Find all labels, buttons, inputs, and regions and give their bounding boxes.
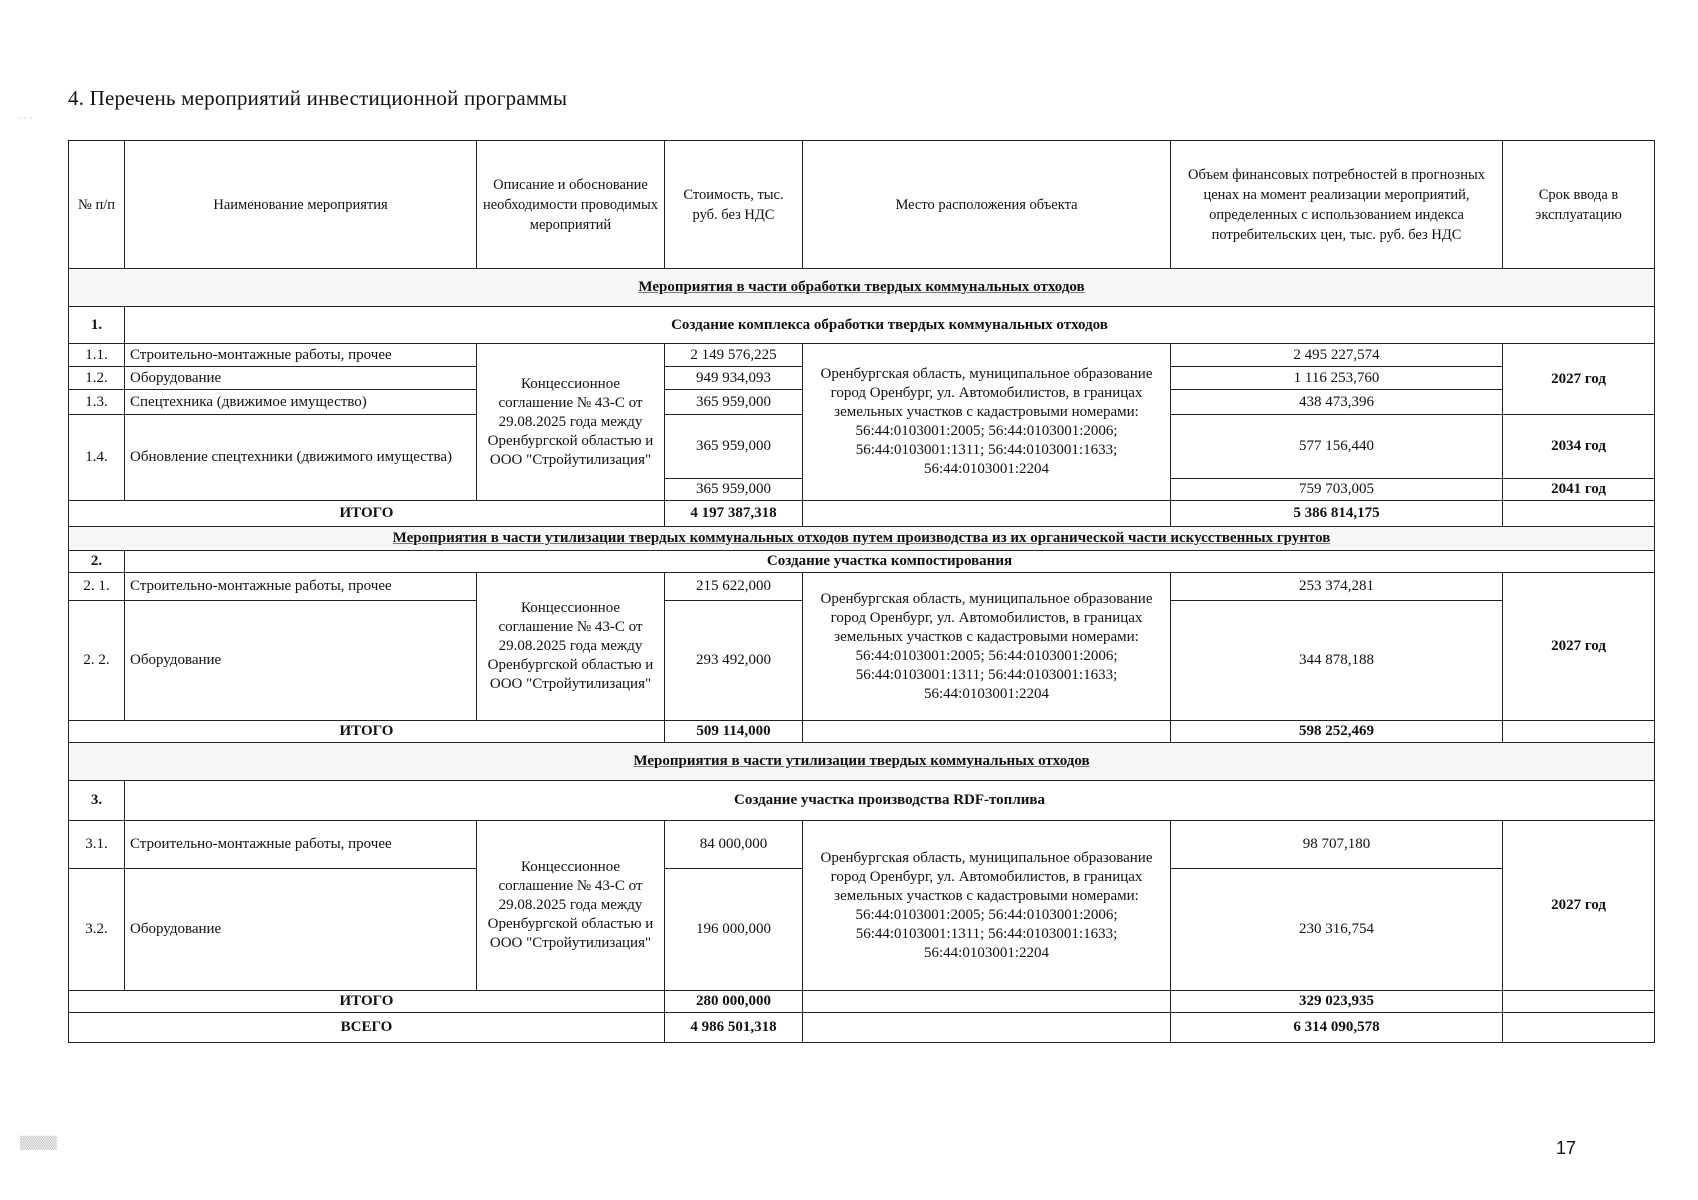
total-volume: 329 023,935: [1171, 991, 1503, 1013]
row-num: 2. 2.: [69, 601, 125, 721]
row-term: 2034 год: [1503, 415, 1655, 479]
page-number: 17: [1556, 1138, 1577, 1158]
grand-total-label: ВСЕГО: [69, 1013, 665, 1043]
empty-cell: [1503, 1013, 1655, 1043]
group-num: 2.: [69, 551, 125, 573]
total-cost: 509 114,000: [665, 721, 803, 743]
row-name: Строительно-монтажные работы, прочее: [125, 344, 477, 367]
row-term: 2027 год: [1503, 573, 1655, 721]
empty-cell: [803, 991, 1171, 1013]
row-volume: 577 156,440: [1171, 415, 1503, 479]
scan-stamp-mark: ▒▒▒▒: [20, 1136, 57, 1150]
row-name: Спецтехника (движимое имущество): [125, 390, 477, 415]
row-cost: 365 959,000: [665, 415, 803, 479]
row-description: Концессионное соглашение № 43-С от 29.08.2025 года между Оренбургской областью и ООО "Стройутилизация": [477, 821, 665, 991]
empty-cell: [803, 721, 1171, 743]
row-cost: 2 149 576,225: [665, 344, 803, 367]
row-volume: 2 495 227,574: [1171, 344, 1503, 367]
section-title-row: [69, 743, 1655, 781]
group-title: Создание участка компостирования: [125, 551, 1655, 573]
row-name: Оборудование: [125, 601, 477, 721]
header-row: [69, 141, 1655, 269]
row-cost: 215 622,000: [665, 573, 803, 601]
total-cost: 4 197 387,318: [665, 501, 803, 527]
row-location: Оренбургская область, муниципальное образование город Оренбург, ул. Автомобилистов, в границах земельных участков с кадастровыми номерами: 56:44:0103001:2005; 56:44:0103001:2006; 56:44:0103001:1311; 56:44:0103001:1633; 56:44:0103001:2204: [803, 573, 1171, 721]
header-term: Срок ввода в эксплуатацию: [1503, 141, 1655, 269]
row-cost: 84 000,000: [665, 821, 803, 869]
row-num: 1.2.: [69, 367, 125, 390]
empty-cell: [1503, 991, 1655, 1013]
row-location: Оренбургская область, муниципальное образование город Оренбург, ул. Автомобилистов, в границах земельных участков с кадастровыми номерами: 56:44:0103001:2005; 56:44:0103001:2006; 56:44:0103001:1311; 56:44:0103001:1633; 56:44:0103001:2204: [803, 821, 1171, 991]
row-location: Оренбургская область, муниципальное образование город Оренбург, ул. Автомобилистов, в границах земельных участков с кадастровыми номерами: 56:44:0103001:2005; 56:44:0103001:2006; 56:44:0103001:1311; 56:44:0103001:1633; 56:44:0103001:2204: [803, 344, 1171, 501]
row-cost: 293 492,000: [665, 601, 803, 721]
row-num: 1.4.: [69, 415, 125, 501]
row-volume: 1 116 253,760: [1171, 367, 1503, 390]
section-title-row: [69, 527, 1655, 551]
header-description: Описание и обоснование необходимости проводимых мероприятий: [477, 141, 665, 269]
row-num: 3.1.: [69, 821, 125, 869]
row-term: 2027 год: [1503, 344, 1655, 415]
section-title: Мероприятия в части утилизации твердых коммунальных отходов путем производства из их органической части искусственных грунтов: [69, 527, 1655, 551]
table-row: [69, 344, 1655, 367]
header-cost: Стоимость, тыс. руб. без НДС: [665, 141, 803, 269]
total-row: [69, 501, 1655, 527]
empty-cell: [803, 1013, 1171, 1043]
group-row: [69, 307, 1655, 344]
total-row: [69, 721, 1655, 743]
total-label: ИТОГО: [69, 991, 665, 1013]
row-name: Строительно-монтажные работы, прочее: [125, 573, 477, 601]
empty-cell: [1503, 721, 1655, 743]
total-volume: 5 386 814,175: [1171, 501, 1503, 527]
total-cost: 280 000,000: [665, 991, 803, 1013]
total-volume: 598 252,469: [1171, 721, 1503, 743]
row-num: 2. 1.: [69, 573, 125, 601]
row-cost: 949 934,093: [665, 367, 803, 390]
empty-cell: [1503, 501, 1655, 527]
row-term: 2041 год: [1503, 479, 1655, 501]
row-num: 3.2.: [69, 869, 125, 991]
row-name: Обновление спецтехники (движимого имущества): [125, 415, 477, 501]
row-num: 1.1.: [69, 344, 125, 367]
row-name: Оборудование: [125, 869, 477, 991]
section-title: Мероприятия в части обработки твердых коммунальных отходов: [69, 269, 1655, 307]
group-title: Создание комплекса обработки твердых коммунальных отходов: [125, 307, 1655, 344]
page-title: 4. Перечень мероприятий инвестиционной программы: [68, 86, 568, 110]
header-name: Наименование мероприятия: [125, 141, 477, 269]
grand-total-volume: 6 314 090,578: [1171, 1013, 1503, 1043]
investment-table: [68, 140, 1655, 1043]
row-volume: 344 878,188: [1171, 601, 1503, 721]
row-cost: 365 959,000: [665, 390, 803, 415]
grand-total-cost: 4 986 501,318: [665, 1013, 803, 1043]
row-description: Концессионное соглашение № 43-С от 29.08.2025 года между Оренбургской областью и ООО "Стройутилизация": [477, 344, 665, 501]
row-volume: 253 374,281: [1171, 573, 1503, 601]
group-title: Создание участка производства RDF-топлива: [125, 781, 1655, 821]
row-cost: 365 959,000: [665, 479, 803, 501]
total-row: [69, 991, 1655, 1013]
row-name: Оборудование: [125, 367, 477, 390]
section-title: Мероприятия в части утилизации твердых коммунальных отходов: [69, 743, 1655, 781]
total-label: ИТОГО: [69, 501, 665, 527]
scan-mark: · · ·: [18, 114, 33, 124]
row-volume: 759 703,005: [1171, 479, 1503, 501]
row-cost: 196 000,000: [665, 869, 803, 991]
row-volume: 438 473,396: [1171, 390, 1503, 415]
group-num: 3.: [69, 781, 125, 821]
table-row: [69, 573, 1655, 601]
total-label: ИТОГО: [69, 721, 665, 743]
grand-total-row: [69, 1013, 1655, 1043]
row-term: 2027 год: [1503, 821, 1655, 991]
row-volume: 98 707,180: [1171, 821, 1503, 869]
row-volume: 230 316,754: [1171, 869, 1503, 991]
table-row: [69, 821, 1655, 869]
empty-cell: [803, 501, 1171, 527]
row-num: 1.3.: [69, 390, 125, 415]
header-volume: Объем финансовых потребностей в прогнозных ценах на момент реализации мероприятий, определенных с использованием индекса потребительских цен, тыс. руб. без НДС: [1171, 141, 1503, 269]
header-num: № п/п: [69, 141, 125, 269]
header-location: Место расположения объекта: [803, 141, 1171, 269]
group-num: 1.: [69, 307, 125, 344]
section-title-row: [69, 269, 1655, 307]
group-row: [69, 781, 1655, 821]
group-row: [69, 551, 1655, 573]
row-name: Строительно-монтажные работы, прочее: [125, 821, 477, 869]
row-description: Концессионное соглашение № 43-С от 29.08.2025 года между Оренбургской областью и ООО "Стройутилизация": [477, 573, 665, 721]
